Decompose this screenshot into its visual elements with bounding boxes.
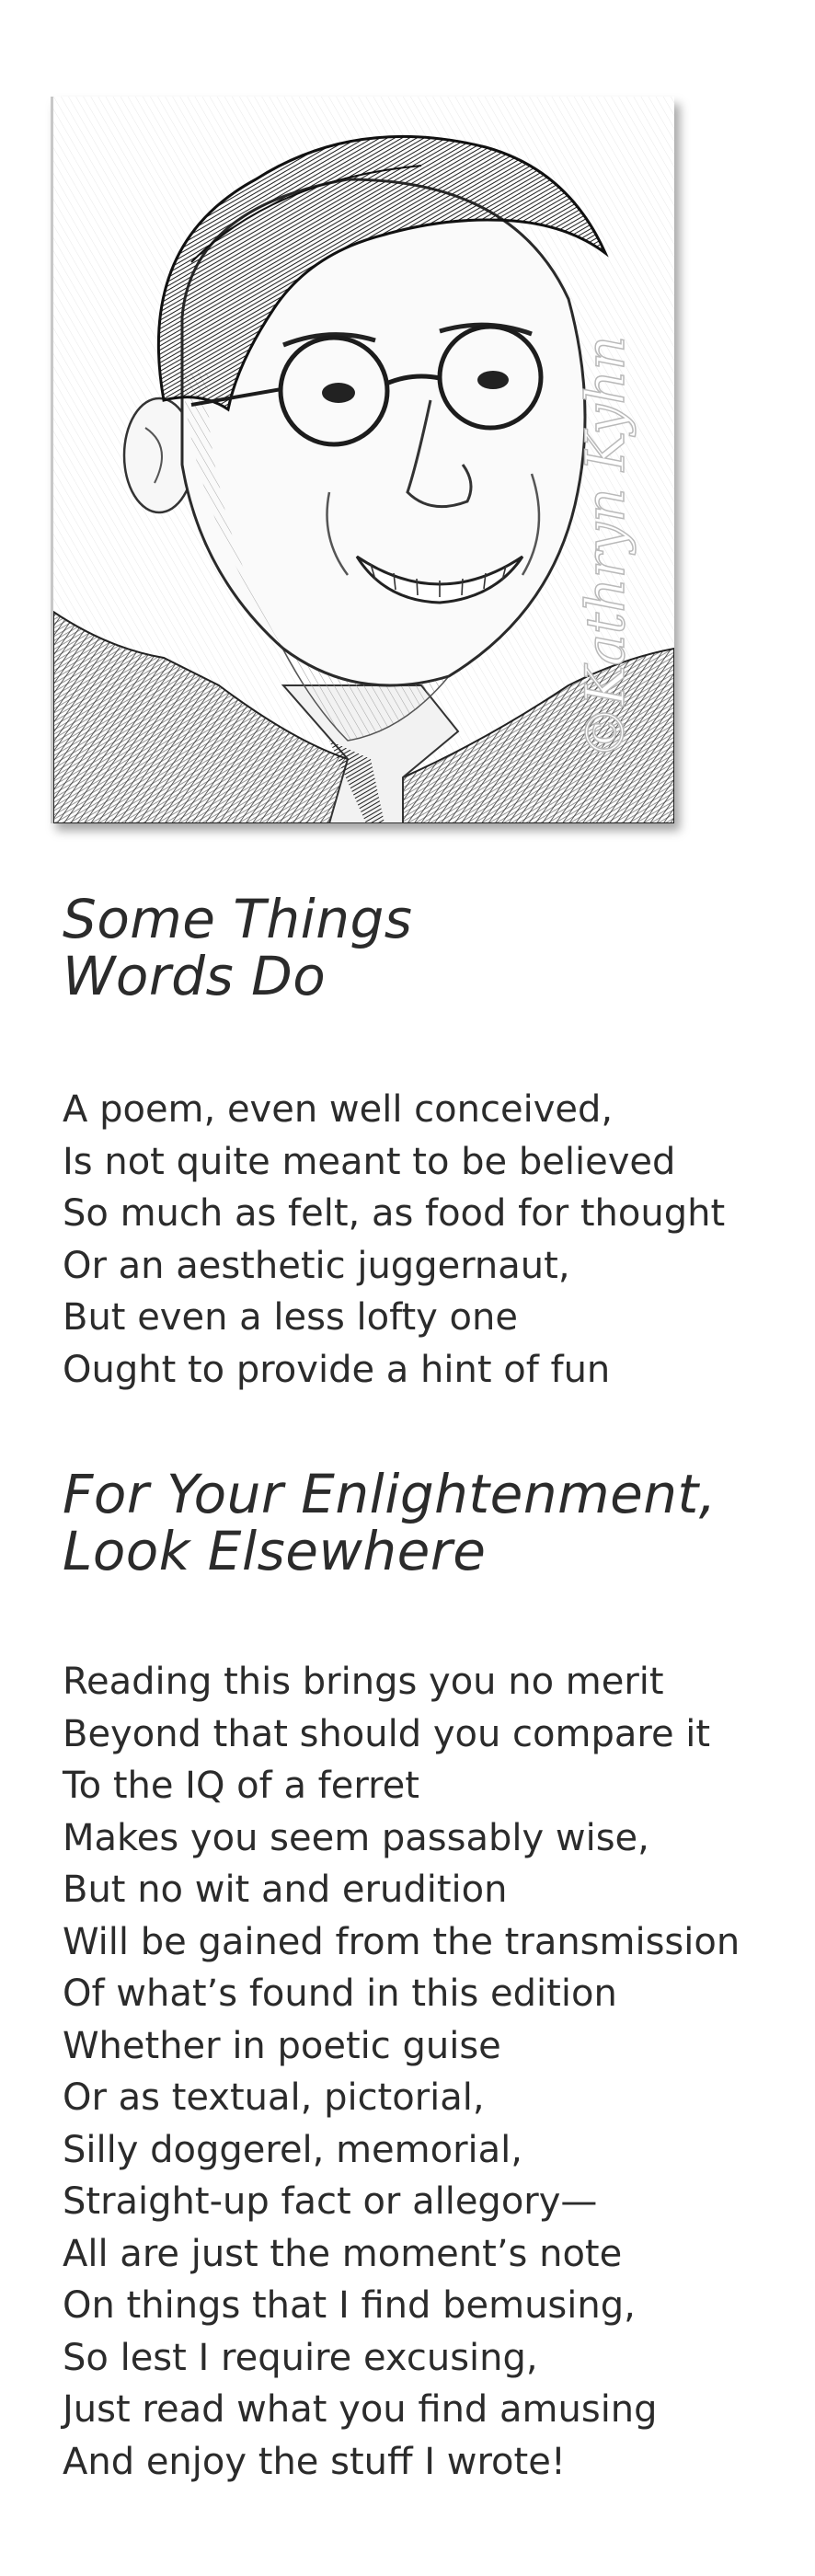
poem-line: So much as felt, as food for thought — [63, 1192, 726, 1235]
poem-line: But no wit and erudition — [63, 1869, 508, 1911]
poem-title-2 — [63, 1463, 717, 1582]
poem-line: A poem, even well conceived, — [63, 1088, 614, 1131]
poem-line: Of what’s found in this edition — [63, 1972, 617, 2015]
poem-line: And enjoy the stuff I wrote! — [63, 2440, 566, 2483]
poem-line: All are just the moment’s note — [63, 2232, 623, 2275]
poem-title-1-line-1: Some Things — [63, 888, 413, 950]
poem-line: Whether in poetic guise — [63, 2024, 501, 2067]
poem-line: Reading this brings you no merit — [63, 1661, 664, 1703]
poem-line: Just read what you find amusing — [63, 2388, 658, 2431]
poem-title-2-line-1: For Your Enlightenment, — [63, 1463, 717, 1525]
poem-title-1 — [63, 888, 413, 1007]
svg-text:©Kathryn Kyhn: ©Kathryn Kyhn — [574, 336, 637, 759]
portrait-illustration — [51, 97, 674, 823]
poem-line: Is not quite meant to be believed — [63, 1140, 676, 1183]
poem-line: Or as textual, pictorial, — [63, 2076, 485, 2119]
poem-2-stanza — [63, 1656, 740, 2488]
poem-line: So lest I require excusing, — [63, 2336, 538, 2379]
poem-line: Beyond that should you compare it — [63, 1712, 711, 1755]
poem-line: Will be gained from the transmission — [63, 1920, 740, 1963]
portrait-sketch — [53, 97, 674, 823]
poem-line: Silly doggerel, memorial, — [63, 2128, 522, 2171]
poem-title-1-line-2: Words Do — [63, 945, 327, 1007]
artist-signature — [574, 336, 637, 759]
poem-line: Ought to provide a hint of fun — [63, 1348, 611, 1391]
poem-line: To the IQ of a ferret — [63, 1765, 419, 1807]
poem-1-stanza — [63, 1084, 725, 1396]
poem-line: Or an aesthetic juggernaut, — [63, 1244, 570, 1287]
poem-line: But even a less lofty one — [63, 1296, 518, 1339]
poem-line: Makes you seem passably wise, — [63, 1816, 649, 1859]
poem-line: On things that I find bemusing, — [63, 2284, 636, 2327]
poem-line: Straight-up fact or allegory— — [63, 2180, 598, 2223]
poem-title-2-line-2: Look Elsewhere — [63, 1520, 487, 1582]
